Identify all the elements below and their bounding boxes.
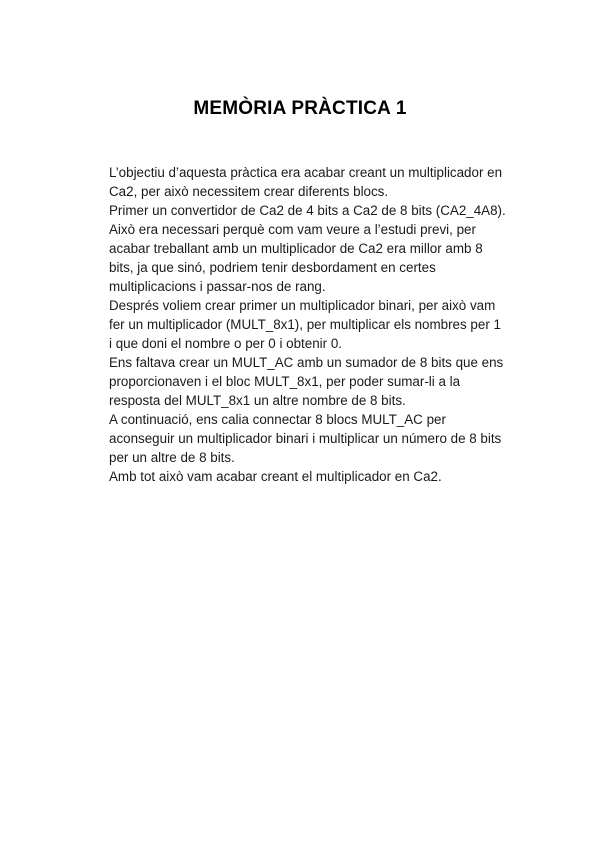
text-line: Això era necessari perquè com vam veure a l’estudi previ, per [109,222,476,237]
text-line: proporcionaven i el bloc MULT_8x1, per poder sumar-li a la [109,374,461,389]
text-line: i que doni el nombre o per 0 i obtenir 0. [109,336,342,351]
text-line: acabar treballant amb un multiplicador de Ca2 era millor amb 8 [109,241,483,256]
text-line: L’objectiu d’aquesta pràctica era acabar creant un multiplicador en [109,165,503,180]
text-line: Primer un convertidor de Ca2 de 4 bits a Ca2 de 8 bits (CA2_4A8). [109,203,506,218]
text-line: fer un multiplicador (MULT_8x1), per multiplicar els nombres per 1 [109,317,501,332]
page-title: MEMÒRIA PRÀCTICA 1 [193,98,407,119]
text-line: A continuació, ens calia connectar 8 blocs MULT_AC per [109,412,446,427]
text-line: per un altre de 8 bits. [109,450,235,465]
text-line: resposta del MULT_8x1 un altre nombre de 8 bits. [109,393,406,408]
text-line: multiplicacions i passar-nos de rang. [109,279,326,294]
body-text [109,163,549,486]
text-line: bits, ja que sinó, podriem tenir desbordament en certes [109,260,436,275]
text-line: Després voliem crear primer un multiplicador binari, per això vam [109,298,496,313]
text-line: aconseguir un multiplicador binari i multiplicar un número de 8 bits [109,431,502,446]
text-line: Ca2, per això necessitem crear diferents blocs. [109,184,389,199]
text-line: Ens faltava crear un MULT_AC amb un sumador de 8 bits que ens [109,355,504,370]
text-line: Amb tot això vam acabar creant el multiplicador en Ca2. [109,469,442,484]
